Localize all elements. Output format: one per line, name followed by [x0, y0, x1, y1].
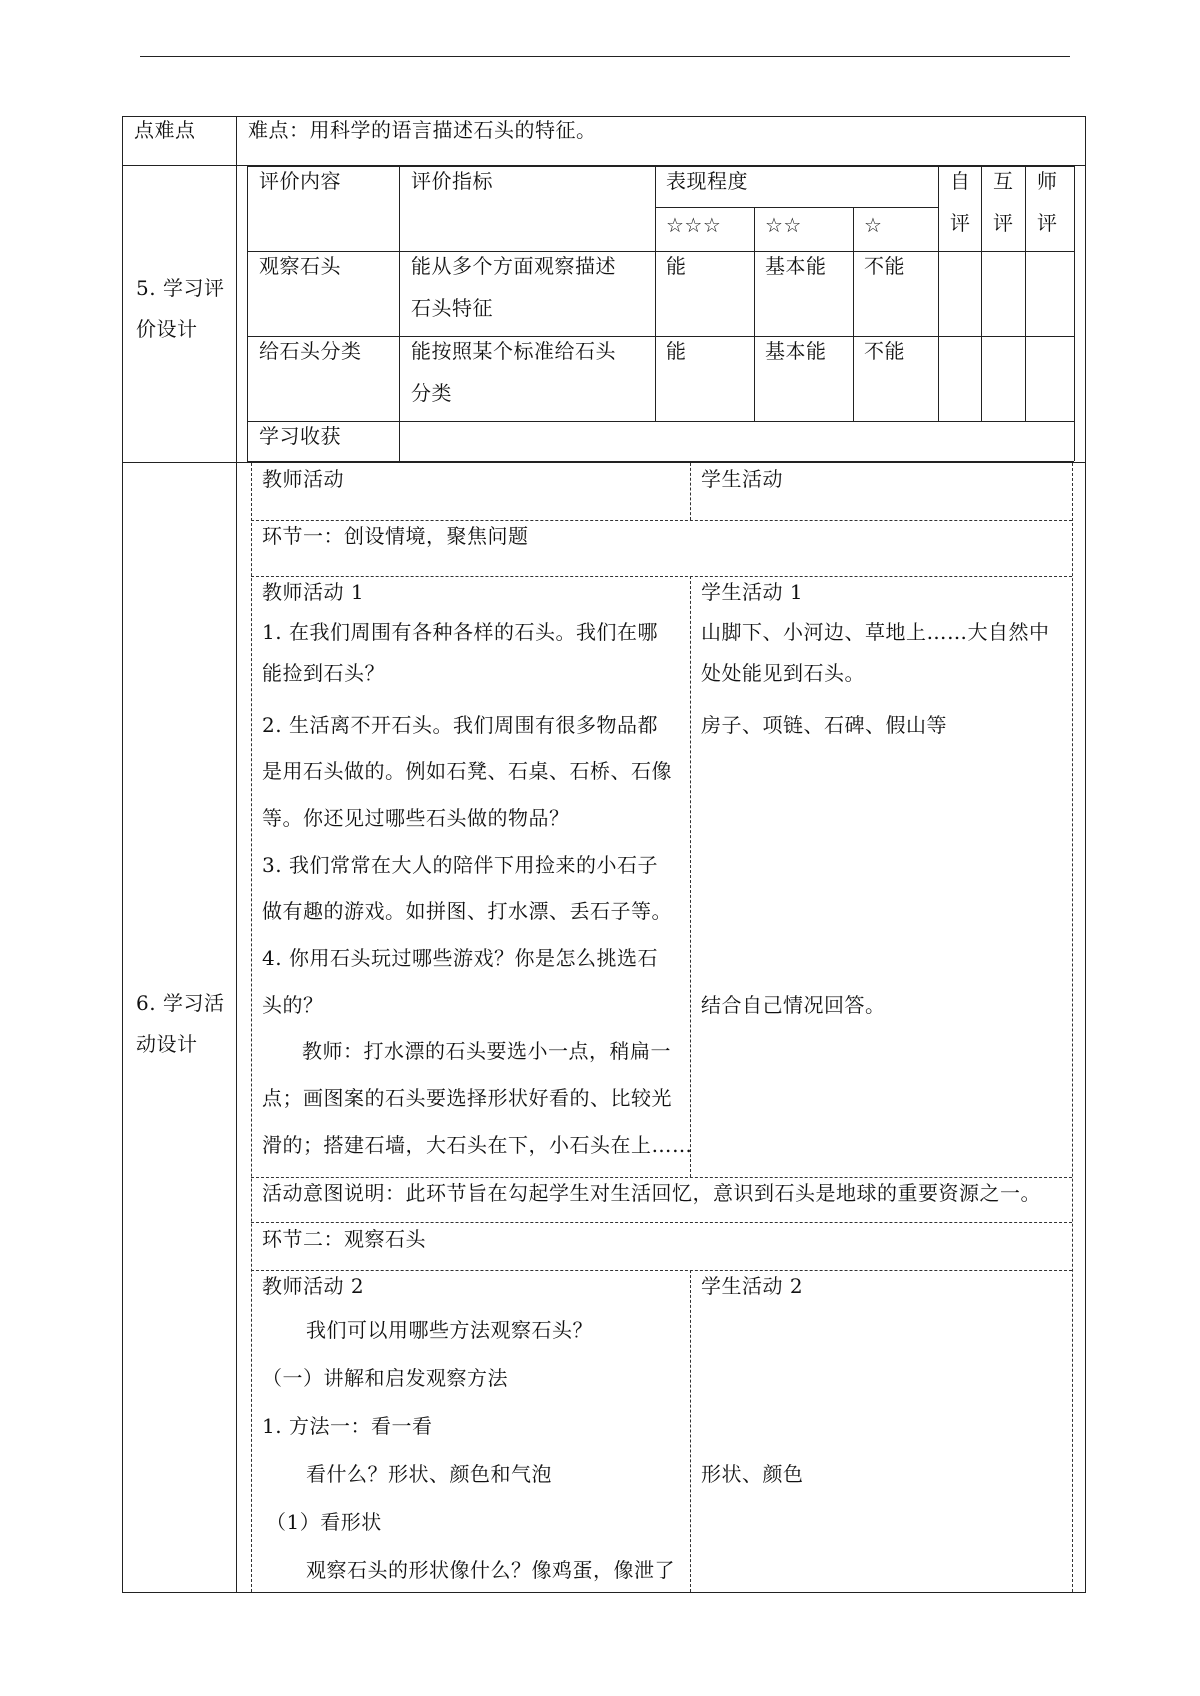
- outer-bottom-border: [122, 1592, 1086, 1593]
- eval-row2-bottom: [247, 421, 1074, 422]
- activity-left-border: [251, 463, 252, 1592]
- activity-block1-bottom: [251, 1177, 1072, 1178]
- eval-row1-bottom: [247, 336, 1074, 337]
- student-activity-2-line1: 形状、颜色: [701, 1462, 804, 1486]
- activity-header-bottom: [251, 520, 1072, 521]
- activity-intent1-bottom: [251, 1222, 1072, 1223]
- teacher-activity-1-line: 做有趣的游戏。如拼图、打水漂、丢石子等。: [262, 899, 672, 923]
- eval-header-indicator: 评价指标: [411, 169, 493, 193]
- eval-col-divider-performance: [655, 166, 656, 421]
- eval-harvest-label: 学习收获: [259, 424, 341, 448]
- eval-header-performance: 表现程度: [666, 169, 748, 193]
- eval-header-peer-2: 评: [993, 211, 1014, 235]
- student-activity-1-line2: 处处能见到石头。: [701, 661, 865, 685]
- teacher-activity-2-line: 观察石头的形状像什么？像鸡蛋，像泄了: [306, 1558, 675, 1582]
- eval-row2-low: 不能: [864, 339, 905, 363]
- eval-row2-content: 给石头分类: [259, 339, 362, 363]
- teacher-activity-1-line: 等。你还见过哪些石头做的物品？: [262, 806, 570, 830]
- eval-bottom-border: [247, 461, 1074, 462]
- eval-header-teacher-2: 评: [1037, 211, 1058, 235]
- student-activity-2-title: 学生活动 2: [701, 1274, 804, 1298]
- activity-right-border: [1072, 463, 1073, 1592]
- eval-col-divider-low: [853, 207, 854, 421]
- eval-left-border: [247, 166, 248, 461]
- activity-section-label-line2: 动设计: [136, 1032, 198, 1056]
- student-activity-1-line1: 山脚下、小河边、草地上……大自然中: [701, 620, 1050, 644]
- eval-section-label-line1: 5. 学习评: [136, 276, 225, 300]
- eval-row1-low: 不能: [864, 254, 905, 278]
- eval-header-self-1: 自: [950, 169, 971, 193]
- activity-student-header: 学生活动: [701, 467, 783, 491]
- teacher-activity-1-line: 能捡到石头？: [262, 661, 385, 685]
- eval-header-self-2: 评: [950, 211, 971, 235]
- student-activity-1-line3: 房子、项链、石碑、假山等: [701, 713, 947, 737]
- eval-col-divider-indicator: [399, 166, 400, 461]
- activity-section1-title: 环节一：创设情境，聚焦问题: [262, 524, 529, 548]
- eval-row1-content: 观察石头: [259, 254, 341, 278]
- outer-top-border: [122, 116, 1086, 117]
- teacher-activity-2-line: （一）讲解和启发观察方法: [262, 1366, 508, 1390]
- teacher-activity-2-line: 1. 方法一：看一看: [262, 1414, 433, 1438]
- activity-section1-bottom: [251, 576, 1072, 577]
- teacher-activity-1-line: 点；画图案的石头要选择形状好看的、比较光: [262, 1086, 672, 1110]
- activity-section2-bottom: [251, 1270, 1072, 1271]
- teacher-activity-2-title: 教师活动 2: [262, 1274, 365, 1298]
- eval-header-content: 评价内容: [259, 169, 341, 193]
- teacher-activity-1-line: 头的？: [262, 993, 324, 1017]
- activity-col-divider-header: [690, 463, 691, 520]
- teacher-activity-1-line: 滑的；搭建石墙，大石头在下，小石头在上……: [262, 1133, 693, 1157]
- eval-row1-indicator-line2: 石头特征: [411, 296, 493, 320]
- eval-header-one-star: ☆: [864, 213, 883, 237]
- outer-row-divider-2: [122, 462, 1086, 463]
- student-activity-1-title: 学生活动 1: [701, 580, 804, 604]
- eval-col-divider-self: [938, 166, 939, 421]
- outer-label-divider: [236, 116, 237, 1592]
- eval-col-divider-teacher: [1025, 166, 1026, 421]
- student-activity-1-line4: 结合自己情况回答。: [701, 993, 886, 1017]
- eval-performance-split: [655, 207, 938, 208]
- eval-header-teacher-1: 师: [1037, 169, 1058, 193]
- eval-col-divider-mid: [754, 207, 755, 421]
- teacher-activity-2-line: 看什么？形状、颜色和气泡: [306, 1462, 552, 1486]
- eval-header-two-stars: ☆☆: [765, 213, 802, 237]
- eval-header-peer-1: 互: [993, 169, 1014, 193]
- eval-row2-indicator-line1: 能按照某个标准给石头: [411, 339, 616, 363]
- eval-col-divider-peer: [981, 166, 982, 421]
- eval-row2-mid: 基本能: [765, 339, 827, 363]
- difficulty-content: 难点：用科学的语言描述石头的特征。: [248, 118, 597, 142]
- activity-section-label-line1: 6. 学习活: [136, 991, 225, 1015]
- activity-col-divider-block2: [690, 1270, 691, 1592]
- outer-right-border: [1085, 116, 1086, 1592]
- activity-intent-1: 活动意图说明：此环节旨在勾起学生对生活回忆，意识到石头是地球的重要资源之一。: [262, 1181, 1041, 1205]
- teacher-activity-1-line: 1. 在我们周围有各种各样的石头。我们在哪: [262, 620, 658, 644]
- eval-row1-mid: 基本能: [765, 254, 827, 278]
- eval-section-label-line2: 价设计: [136, 317, 198, 341]
- eval-row2-indicator-line2: 分类: [411, 381, 452, 405]
- teacher-activity-1-line: 3. 我们常常在大人的陪伴下用捡来的小石子: [262, 853, 658, 877]
- outer-left-border: [122, 116, 123, 1592]
- teacher-activity-1-line: 2. 生活离不开石头。我们周围有很多物品都: [262, 713, 658, 737]
- eval-top-border: [247, 166, 1074, 167]
- activity-teacher-header: 教师活动: [262, 467, 344, 491]
- teacher-activity-2-line: 我们可以用哪些方法观察石头？: [306, 1318, 593, 1342]
- eval-row1-indicator-line1: 能从多个方面观察描述: [411, 254, 616, 278]
- activity-col-divider-block1: [690, 576, 691, 1177]
- eval-row2-high: 能: [666, 339, 687, 363]
- eval-header-bottom: [247, 251, 1074, 252]
- teacher-activity-1-title: 教师活动 1: [262, 580, 365, 604]
- teacher-activity-1-line: 是用石头做的。例如石凳、石桌、石桥、石像: [262, 759, 672, 783]
- teacher-activity-2-line: （1）看形状: [266, 1510, 382, 1534]
- teacher-activity-1-line: 4. 你用石头玩过哪些游戏？你是怎么挑选石: [262, 946, 658, 970]
- eval-right-border: [1074, 166, 1075, 461]
- activity-section2-title: 环节二：观察石头: [262, 1227, 426, 1251]
- difficulty-label: 点难点: [134, 118, 196, 142]
- eval-row1-high: 能: [666, 254, 687, 278]
- header-rule: [140, 56, 1070, 57]
- teacher-activity-1-line: 教师：打水漂的石头要选小一点，稍扁一: [302, 1039, 671, 1063]
- eval-header-three-stars: ☆☆☆: [666, 213, 722, 237]
